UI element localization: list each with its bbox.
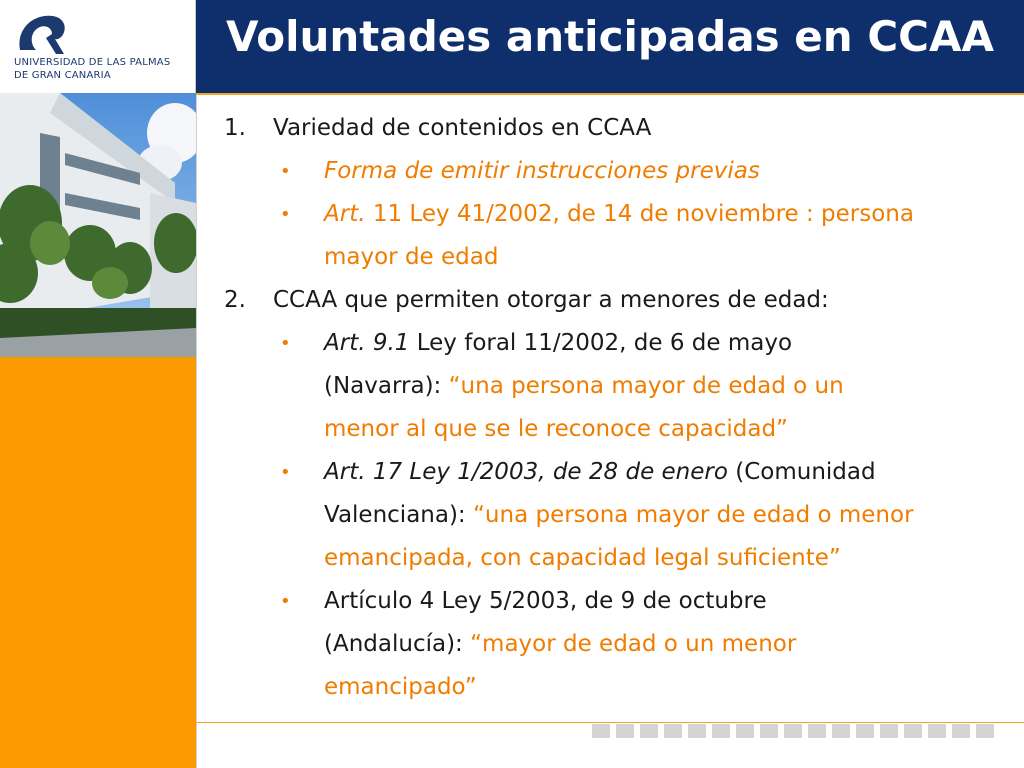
footer-square: [808, 724, 826, 738]
bullet-continuation: [324, 373, 844, 399]
building-photo: [0, 93, 196, 357]
bullet-text: [324, 459, 876, 485]
item-number: 1.: [224, 115, 246, 141]
bullet-continuation: [324, 631, 796, 657]
law-ref: Ley foral 11/2002, de 6 de mayo: [409, 330, 793, 356]
university-name-line-1: UNIVERSIDAD DE LAS PALMAS: [14, 57, 171, 68]
quote-continuation: emancipado”: [324, 674, 477, 700]
region-ref: (Andalucía):: [324, 631, 463, 657]
footer-square: [952, 724, 970, 738]
item-text: CCAA que permiten otorgar a menores de edad:: [273, 287, 829, 313]
footer-square: [976, 724, 994, 738]
footer-squares-decoration: [592, 723, 1012, 739]
article-ref: Art. 17 Ley 1/2003, de 28 de enero: [324, 459, 728, 485]
footer-square: [832, 724, 850, 738]
footer-square: [664, 724, 682, 738]
article-ref: Art. 9.1: [324, 330, 410, 356]
bullet-text: [324, 201, 914, 227]
slide-content: [196, 95, 1024, 735]
building-photo-icon: [0, 93, 196, 357]
footer-square: [616, 724, 634, 738]
footer-square: [760, 724, 778, 738]
bullet-continuation: [324, 502, 914, 528]
quote-continuation: menor al que se le reconoce capacidad”: [324, 416, 788, 442]
university-name-line-2: DE GRAN CANARIA: [14, 70, 111, 81]
bullet-text: [324, 330, 792, 356]
item-number: 2.: [224, 287, 246, 313]
footer-square: [688, 724, 706, 738]
bullet-dot: •: [280, 204, 291, 225]
slide-title: Voluntades anticipadas en CCAA: [226, 12, 994, 61]
footer-square: [856, 724, 874, 738]
region-ref: (Navarra):: [324, 373, 442, 399]
quote-text: “mayor de edad o un menor: [462, 631, 797, 657]
footer-square: [904, 724, 922, 738]
item-text: Variedad de contenidos en CCAA: [273, 115, 652, 141]
footer-square: [928, 724, 946, 738]
footer-square: [880, 724, 898, 738]
law-ref: 11 Ley 41/2002, de 14 de noviembre : persona: [365, 201, 914, 227]
article-ref: Art.: [324, 201, 366, 227]
university-logo: [0, 0, 196, 93]
bullet-dot: •: [280, 591, 291, 612]
orange-side-panel: [0, 357, 196, 768]
bullet-continuation: mayor de edad: [324, 244, 499, 270]
footer-square: [712, 724, 730, 738]
quote-continuation: emancipada, con capacidad legal suficiente”: [324, 545, 841, 571]
law-ref: (Comunidad: [727, 459, 876, 485]
footer-square: [592, 724, 610, 738]
region-ref: Valenciana):: [324, 502, 466, 528]
footer-square: [784, 724, 802, 738]
bullet-dot: •: [280, 161, 291, 182]
bullet-dot: •: [280, 333, 291, 354]
quote-text: “una persona mayor de edad o menor: [465, 502, 914, 528]
footer-square: [640, 724, 658, 738]
title-bar: [196, 0, 1024, 93]
bullet-text: Forma de emitir instrucciones previas: [324, 158, 760, 184]
university-logo-icon: [12, 10, 72, 58]
footer-square: [736, 724, 754, 738]
bullet-text: Artículo 4 Ley 5/2003, de 9 de octubre: [324, 588, 767, 614]
quote-text: “una persona mayor de edad o un: [441, 373, 844, 399]
bullet-dot: •: [280, 462, 291, 483]
